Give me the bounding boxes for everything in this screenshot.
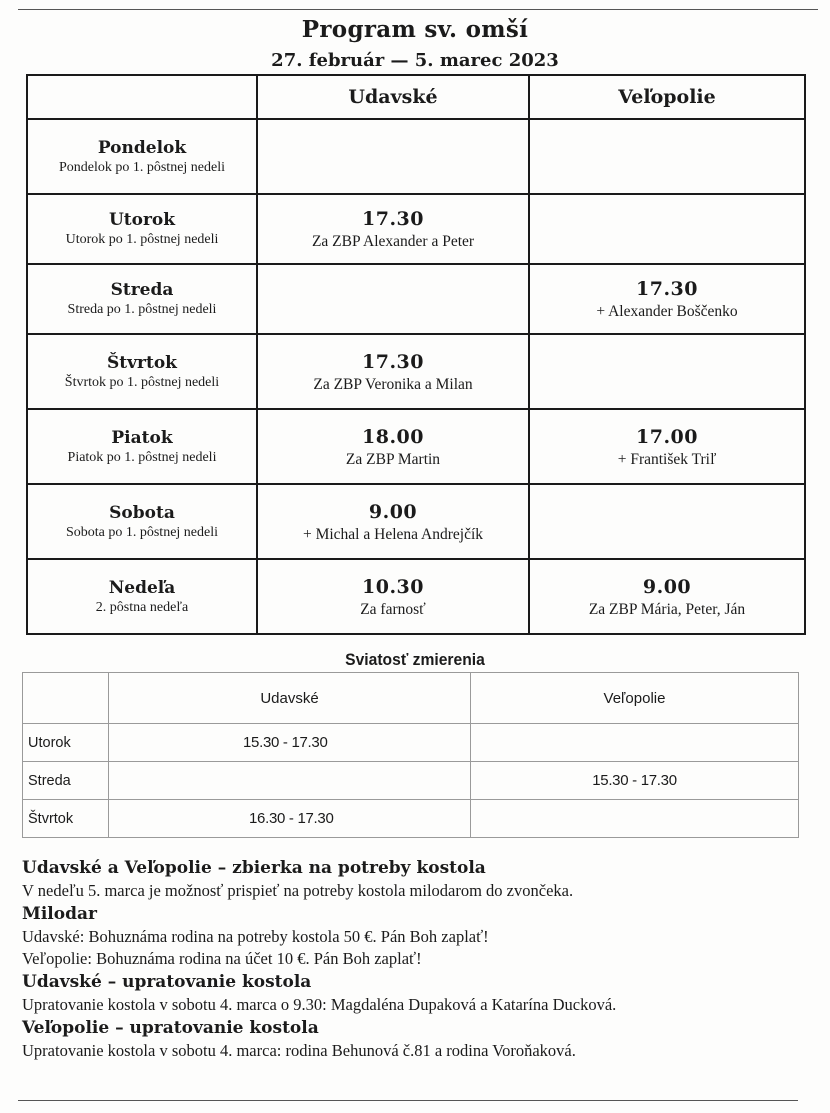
confession-section-title: Sviatosť zmierenia [345,650,485,669]
udavske-cell [257,264,529,334]
udavske-cell [257,334,529,409]
mass-time: 17.00 [636,425,698,448]
announcement-text: V nedeľu 5. marca je možnosť prispieť na potreby kostola milodarom do zvončeka. [22,881,574,900]
day-name: Utorok [108,210,176,230]
confession-table [22,672,799,838]
velopolie-cell [529,409,805,484]
table-row [27,194,805,264]
velopolie-time [471,724,799,762]
liturgical-day: Sobota po 1. pôstnej nedeli [65,524,219,540]
liturgical-day: Streda po 1. pôstnej nedeli [67,302,217,317]
mass-time: 10.30 [362,575,424,598]
mass-intention: Za ZBP Mária, Peter, Ján [588,600,746,618]
header-empty-cell [23,673,109,724]
mass-intention: Za ZBP Veronika a Milan [313,375,473,393]
liturgical-day: 2. pôstna nedeľa [95,599,189,615]
udavske-cell [257,559,529,634]
mass-intention: Za ZBP Alexander a Peter [311,233,475,250]
velopolie-time [471,800,799,838]
header-udavske: Udavské [109,673,471,724]
announcement-heading: Veľopolie – upratovanie kostola [22,1018,319,1038]
day-name: Streda [23,762,109,800]
velopolie-time: 15.30 - 17.30 [471,762,799,800]
udavske-time: 15.30 - 17.30 [109,724,471,762]
velopolie-cell [529,264,805,334]
page-title: Program sv. omší [301,16,529,43]
mass-time: 17.30 [362,208,424,230]
mass-time: 18.00 [362,425,424,448]
mass-intention: + Alexander Boščenko [596,303,738,320]
day-cell [27,409,257,484]
velopolie-cell [529,484,805,559]
day-cell [27,264,257,334]
day-name: Utorok [23,724,109,762]
mass-time: 17.30 [362,350,424,373]
date-range: 27. február — 5. marec 2023 [271,50,559,71]
mass-intention: Za farnosť [360,600,426,618]
column-label: Udavské [348,86,438,108]
table-header-row [23,673,799,724]
mass-intention: Za ZBP Martin [345,450,441,468]
day-name: Pondelok [97,137,187,158]
day-name: Piatok [111,427,173,448]
announcement-heading: Udavské – upratovanie kostola [22,972,312,992]
table-row [23,800,799,838]
bottom-divider [18,1100,798,1101]
table-row [27,264,805,334]
mass-time: 17.30 [636,278,698,300]
mass-time: 9.00 [642,575,692,598]
column-label: Veľopolie [618,86,716,108]
announcement-heading: Milodar [22,904,97,924]
udavske-time [109,762,471,800]
day-name: Streda [110,280,174,300]
table-row [23,724,799,762]
velopolie-cell [529,194,805,264]
top-divider [18,9,818,10]
announcement-heading: Udavské a Veľopolie – zbierka na potreby kostola [22,858,486,878]
announcement-text: Udavské: Bohuznáma rodina na potreby kostola 50 €. Pán Boh zaplať! [22,927,489,946]
table-row [27,119,805,194]
mass-schedule-table [26,74,806,635]
udavske-cell [257,119,529,194]
header-velopolie: Veľopolie [471,673,799,724]
liturgical-day: Piatok po 1. pôstnej nedeli [67,449,217,465]
liturgical-day: Utorok po 1. pôstnej nedeli [65,232,219,247]
day-cell [27,194,257,264]
liturgical-day: Pondelok po 1. pôstnej nedeli [58,159,226,175]
table-header-row [27,75,805,119]
day-cell [27,484,257,559]
udavske-cell [257,484,529,559]
udavske-cell [257,409,529,484]
velopolie-cell [529,334,805,409]
mass-intention: + Michal a Helena Andrejčík [302,525,484,543]
announcement-text: Upratovanie kostola v sobotu 4. marca o 9.30: Magdaléna Dupaková a Katarína Ducková. [22,995,617,1014]
velopolie-cell [529,559,805,634]
table-row [27,334,805,409]
header-empty-cell [27,75,257,119]
announcements [22,856,822,1062]
velopolie-cell [529,119,805,194]
table-row [27,409,805,484]
table-row [23,762,799,800]
header-velopolie [529,75,805,119]
day-name: Nedeľa [108,577,176,598]
day-cell [27,334,257,409]
mass-time: 9.00 [368,500,418,523]
day-name: Sobota [109,502,175,523]
liturgical-day: Štvrtok po 1. pôstnej nedeli [64,374,220,390]
day-cell [27,559,257,634]
table-row [27,484,805,559]
announcement-text: Veľopolie: Bohuznáma rodina na účet 10 €. Pán Boh zaplať! [22,949,422,968]
udavske-time: 16.30 - 17.30 [109,800,471,838]
day-name: Štvrtok [23,800,109,838]
day-cell [27,119,257,194]
announcement-text: Upratovanie kostola v sobotu 4. marca: rodina Behunová č.81 a rodina Voroňaková. [22,1041,576,1060]
table-row [27,559,805,634]
udavske-cell [257,194,529,264]
header-udavske [257,75,529,119]
mass-intention: + František Triľ [617,450,717,468]
day-name: Štvrtok [107,352,177,373]
